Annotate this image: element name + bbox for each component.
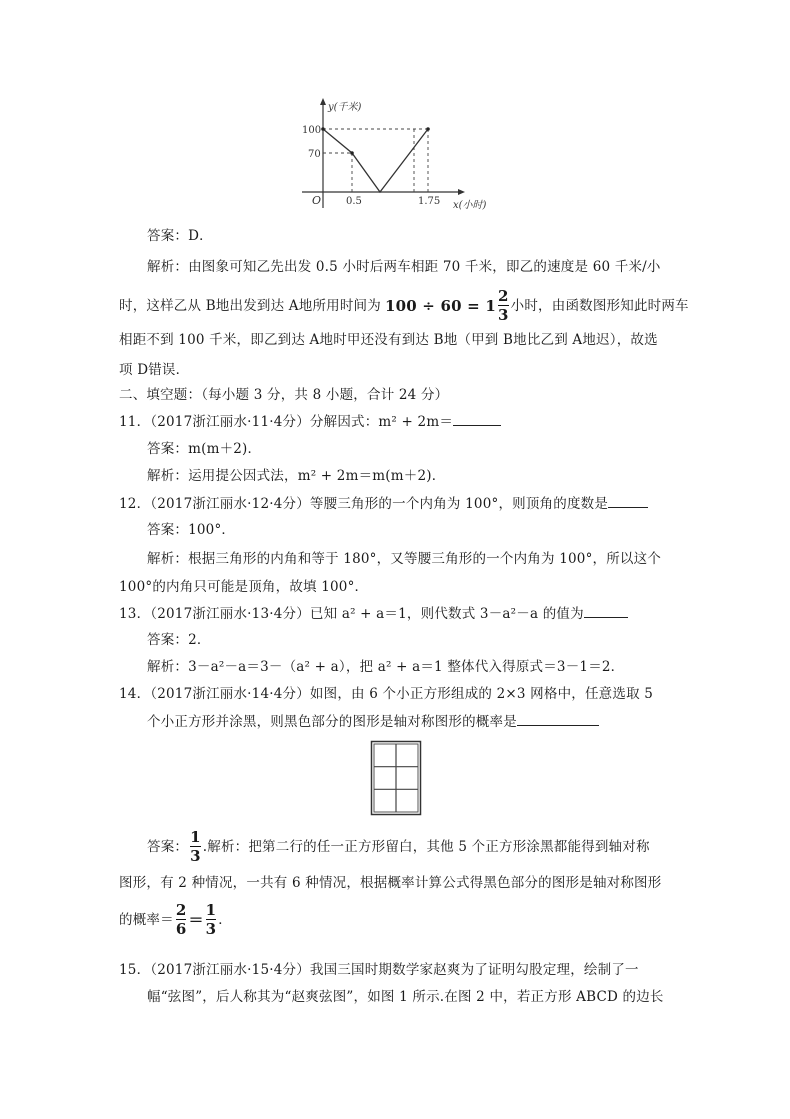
q14-equals: ＝ (188, 910, 204, 929)
q12-analysis-line2: 100°的内角只可能是顶角，故填 100°． (119, 579, 369, 595)
q14-analysis-line2: 图形，有 2 种情况，一共有 6 种情况，根据概率计算公式得黑色部分的图形是轴对称图形 (119, 875, 662, 891)
q10-calc-num: 2 (498, 287, 509, 305)
function-line (323, 129, 428, 192)
q14-analysis-line3 (119, 902, 232, 937)
q14-p1-num: 2 (175, 901, 187, 919)
q14-prob-fraction-1 (176, 902, 187, 937)
distance-time-graph (290, 98, 487, 214)
y-axis-label: y(千米) (328, 102, 362, 113)
q13-question-text: 13．（2017浙江丽水·13·4分）已知 a² + a＝1，则代数式 3－a²－a 的值为 (119, 606, 584, 622)
x-tick-175: 1.75 (418, 196, 441, 207)
q14-end: ． (218, 911, 232, 928)
q15-question-line1: 15．（2017浙江丽水·15·4分）我国三国时期数学家赵爽为了证明勾股定理，绘制了一 (119, 962, 639, 978)
point-70 (350, 151, 354, 155)
q12-analysis-line1: 解析：根据三角形的内角和等于 180°，又等腰三角形的一个内角为 100°，所以这个 (147, 551, 662, 567)
q14-question-line1: 14．（2017浙江丽水·14·4分）如图，由 6 个小正方形组成的 2×3 网格中，任意选取 5 (119, 686, 654, 702)
q14-ans-num: 1 (190, 828, 201, 846)
q14-analysis-3-text: 的概率＝ (119, 911, 174, 928)
q14-prob-fraction-2 (206, 902, 217, 937)
point-100 (426, 127, 430, 131)
q11-answer-blank (453, 411, 501, 426)
q12-answer: 答案：100°． (147, 522, 236, 538)
point-start (321, 127, 325, 131)
q10-answer: 答案：D． (147, 228, 213, 244)
q10-analysis-line1: 解析：由图象可知乙先出发 0.5 小时后两车相距 70 千米，即乙的速度是 60 千米/小 (147, 259, 661, 275)
q10-calc-fraction (498, 288, 509, 323)
q11-question (119, 411, 501, 432)
q14-answer-text: .解析：把第二行的任一正方形留白，其他 5 个正方形涂黑都能得到轴对称 (202, 838, 650, 855)
q10-analysis-line2 (119, 288, 689, 323)
x-axis-arrow (458, 189, 465, 195)
grid-figure-2x3 (370, 740, 422, 816)
q14-ans-den: 3 (190, 847, 201, 865)
q10-calc-den: 3 (498, 306, 509, 324)
q11-analysis: 解析：运用提公因式法，m² + 2m＝m(m＋2)． (147, 468, 446, 484)
q10-analysis-line3: 相距不到 100 千米，即乙到达 A地时甲还没有到达 B地（甲到 B地比乙到 A地迟），故选 (119, 332, 658, 348)
q14-p1-den: 6 (175, 920, 187, 938)
q10-analysis-2b: 小时，由函数图形知此时两车 (510, 297, 689, 314)
q14-p2-num: 1 (205, 901, 217, 919)
q13-answer: 答案：2． (147, 632, 211, 648)
q15-question-line2: 幅“弦图”，后人称其为“赵爽弦图”，如图 1 所示.在图 2 中，若正方形 ABCD 的边长 (147, 989, 664, 1005)
q14-answer-prefix: 答案： (147, 838, 189, 855)
x-axis-label: x(小时) (453, 200, 487, 211)
q13-analysis: 解析：3－a²－a＝3－（a² + a），把 a² + a＝1 整体代入得原式＝3－1＝2． (147, 659, 625, 675)
q14-answer-fraction (190, 829, 201, 864)
q10-analysis-2a: 时，这样乙从 B地出发到达 A地所用时间为 (119, 297, 381, 314)
q13-answer-blank (584, 603, 628, 618)
q10-analysis-line4: 项 D错误． (119, 362, 190, 378)
q14-answer-blank (517, 711, 599, 726)
q14-question-text: 个小正方形并涂黑，则黑色部分的图形是轴对称图形的概率是 (147, 714, 517, 730)
y-axis-arrow (320, 98, 326, 105)
q11-question-text: 11．（2017浙江丽水·11·4分）分解因式：m² + 2m＝ (119, 414, 454, 430)
section-heading-fill-blank: 二、填空题：（每小题 3 分，共 8 小题，合计 24 分） (119, 387, 449, 403)
q10-calc: 100 ÷ 60 = 1 (384, 296, 497, 315)
q14-answer-line1 (147, 829, 650, 864)
q11-answer: 答案：m(m＋2)． (147, 441, 262, 457)
origin-label: O (312, 194, 322, 207)
q13-question (119, 603, 628, 624)
q12-question-text: 12．（2017浙江丽水·12·4分）等腰三角形的一个内角为 100°，则顶角的度数是 (119, 496, 609, 512)
y-tick-70: 70 (308, 149, 321, 160)
q12-question (119, 493, 648, 514)
x-tick-05: 0.5 (346, 196, 362, 207)
y-tick-100: 100 (302, 125, 322, 136)
q12-answer-blank (608, 493, 648, 508)
q14-question-line2 (147, 711, 599, 732)
q14-p2-den: 3 (205, 920, 217, 938)
